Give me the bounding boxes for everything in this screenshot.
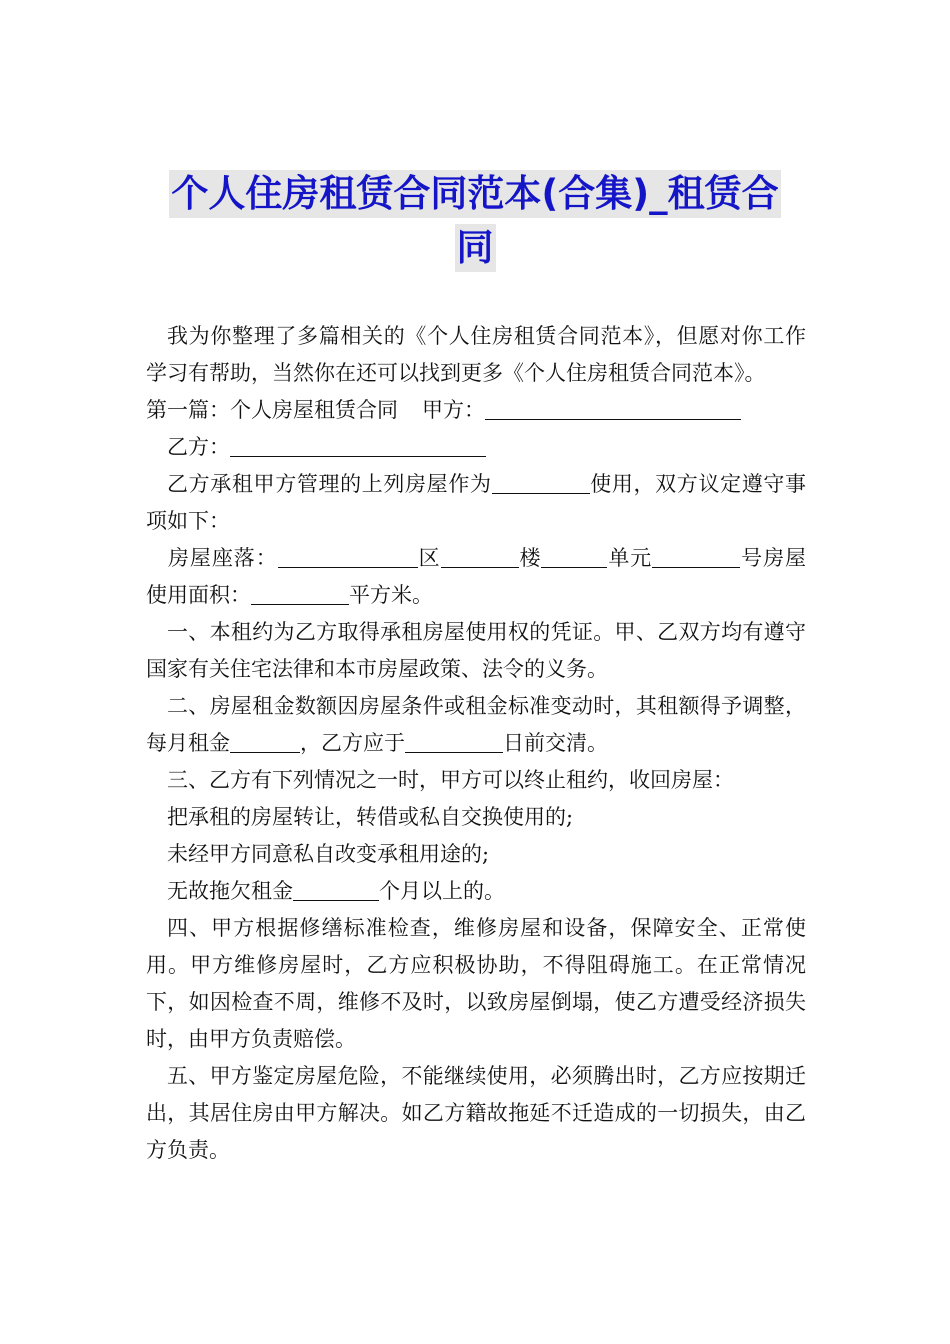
party-b-blank <box>230 434 486 457</box>
first-heading: 第一篇：个人房屋租赁合同 <box>146 398 398 422</box>
due-date-blank <box>405 730 503 753</box>
location-paragraph <box>146 540 806 614</box>
usage-paragraph <box>146 466 806 540</box>
clause-3-item-b: 未经甲方同意私自改变承租用途的; <box>167 842 490 866</box>
title-line-1: 个人住房租赁合同范本(合集)_租赁合 <box>169 170 780 218</box>
clause-2-mid: ，乙方应于 <box>300 731 405 755</box>
party-a-label: 甲方： <box>422 398 485 422</box>
clause-3-c-post: 个月以上的。 <box>379 879 505 903</box>
intro-paragraph: 我为你整理了多篇相关的《个人住房租赁合同范本》，但愿对你工作学习有帮助，当然你在还可以找到更多《个人住房租赁合同范本》。 <box>146 324 806 385</box>
clause-2 <box>146 688 806 762</box>
building-label: 楼 <box>518 546 542 570</box>
party-b-label: 乙方： <box>167 435 230 459</box>
clause-1: 一、本租约为乙方取得承租房屋使用权的凭证。甲、乙双方均有遵守国家有关住宅法律和本市房屋政策、法令的义务。 <box>146 620 806 681</box>
document-body <box>146 318 806 1169</box>
location-label: 房屋座落： <box>168 546 278 570</box>
number-label: 号房屋使用面积： <box>146 546 807 607</box>
building-blank <box>541 545 607 568</box>
first-heading-line <box>146 392 806 429</box>
rent-blank <box>230 730 300 753</box>
clause-3-item-c <box>146 873 806 910</box>
clause-3-c-pre: 无故拖欠租金 <box>167 879 293 903</box>
area-blank <box>251 582 349 605</box>
usage-pre: 乙方承租甲方管理的上列房屋作为 <box>167 472 492 496</box>
unit-label: 单元 <box>607 546 653 570</box>
document-title <box>0 170 950 272</box>
title-line-2: 同 <box>455 224 496 272</box>
area-unit: 平方米。 <box>349 583 433 607</box>
clause-4: 四、甲方根据修缮标准检查，维修房屋和设备，保障安全、正常使用。甲方维修房屋时，乙方应积极协助，不得阻碍施工。在正常情况下，如因检查不周，维修不及时，以致房屋倒塌，使乙方遭受经济损失时，由甲方负责赔偿。 <box>146 916 806 1051</box>
district-label: 区 <box>417 546 441 570</box>
months-blank <box>293 878 379 901</box>
party-b-line <box>146 429 806 466</box>
location-blank <box>278 545 418 568</box>
district-blank <box>441 545 519 568</box>
clause-3-item-a: 把承租的房屋转让，转借或私自交换使用的; <box>167 805 574 829</box>
usage-blank <box>492 471 590 494</box>
clause-3: 三、乙方有下列情况之一时，甲方可以终止租约，收回房屋： <box>167 768 734 792</box>
clause-2-post: 日前交清。 <box>503 731 608 755</box>
clause-2-pre: 二、房屋租金数额因房屋条件或租金标准变动时，其租额得予调整，每月租金 <box>146 694 806 755</box>
unit-blank <box>652 545 740 568</box>
party-a-blank <box>485 397 741 420</box>
clause-5: 五、甲方鉴定房屋危险，不能继续使用，必须腾出时，乙方应按期迁出，其居住房由甲方解决。如乙方籍故拖延不迁造成的一切损失，由乙方负责。 <box>146 1064 806 1162</box>
usage-post: 使用，双方议定遵守事项如下： <box>146 472 807 533</box>
